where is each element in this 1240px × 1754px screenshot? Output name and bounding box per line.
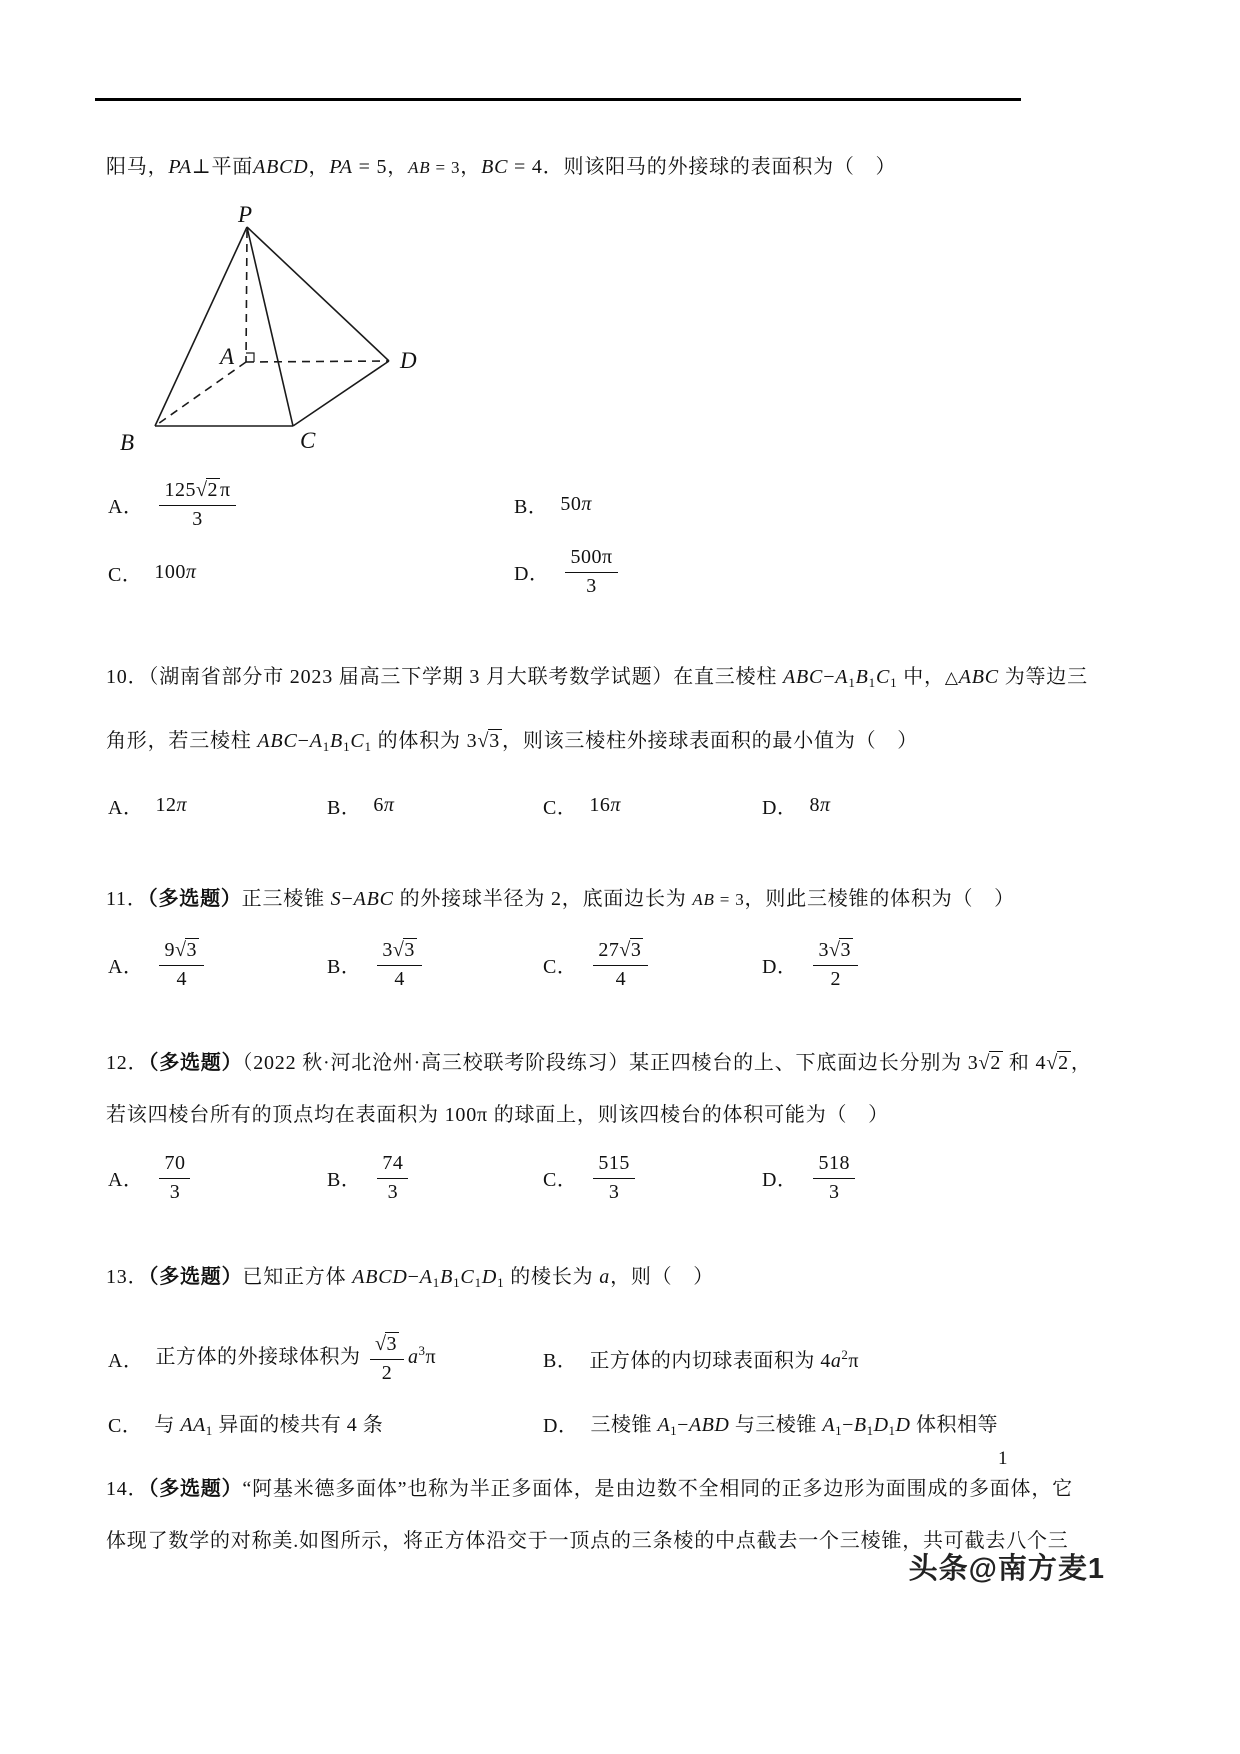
vertex-label-D: D	[400, 348, 417, 373]
question-14-stem-line-1: 14．（多选题）“阿基米德多面体”也称为半正多面体，是由边数不全相同的正多边形为面围成的多面体，它	[106, 1478, 1073, 1500]
edge-PA-dashed	[246, 230, 247, 362]
question-13-option-a: A． 正方体的外接球体积为 $\frac{√3}{2}$ $a^3\pi$	[108, 1332, 437, 1384]
question-9-option-d: D． $\frac{500\pi}{3}$	[514, 538, 622, 604]
watermark: 头条@南方麦1	[908, 1553, 1105, 1585]
question-12-option-a: A． $\frac{70}{3}$	[108, 1146, 194, 1208]
question-13-option-d: D． 三棱锥 $A_1-ABD$ 与三棱锥 $A_1-B_1D_1D$ 体积相等	[543, 1413, 998, 1438]
question-9-option-c: C． 100π	[108, 560, 197, 586]
question-13-option-b: B． 正方体的内切球表面积为 $4a^2\pi$	[543, 1346, 859, 1372]
edge-PD	[247, 227, 389, 361]
question-9-option-a: A． $\frac{125√2 \pi}{3}$	[108, 470, 240, 538]
edge-AB-dashed	[155, 362, 246, 426]
question-14-stem-line-2: 体现了数学的对称美.如图所示，将正方体沿交于一顶点的三条棱的中点截去一个三棱锥，共可截去八个三	[106, 1530, 1069, 1552]
page-number: 1	[998, 1448, 1008, 1469]
edge-PC	[247, 227, 293, 426]
question-11-option-b: B． $\frac{3√3}{4}$	[327, 930, 426, 998]
question-11-option-d: D． $\frac{3√3}{2}$	[762, 930, 862, 998]
question-12-option-c: C． $\frac{515}{3}$	[543, 1146, 639, 1208]
question-13-option-c: C． 与 $AA_1$ 异面的棱共有 4 条	[108, 1413, 384, 1438]
edge-CD	[293, 361, 389, 426]
question-11-option-a: A． $\frac{9√3}{4}$	[108, 930, 208, 998]
question-11-option-c: C． $\frac{27√3}{4}$	[543, 930, 652, 998]
question-12-option-d: D． $\frac{518}{3}$	[762, 1146, 859, 1208]
question-11-stem: 11．（多选题）正三棱锥 S−ABC 的外接球半径为 2，底面边长为 AB = 3，则此三棱锥的体积为（ ）	[106, 888, 1015, 910]
question-12-option-b: B． $\frac{74}{3}$	[327, 1146, 412, 1208]
question-10-option-d: D． 8π	[762, 793, 831, 819]
pyramid-figure	[100, 192, 445, 467]
edge-PB	[155, 227, 247, 426]
vertex-label-C: C	[300, 428, 316, 453]
vertex-label-B: B	[120, 430, 135, 455]
right-angle-mark	[246, 353, 254, 362]
question-13-stem: 13．（多选题）已知正方体 $ABCD-A_1B_1C_1D_1$ 的棱长为 a，则（ ）	[106, 1266, 715, 1290]
question-12-stem-line-1: 12．（多选题）（2022 秋·河北沧州·高三校联考阶段练习）某正四棱台的上、下底面边长分别为 3√2 和 4√2 ，	[106, 1052, 1092, 1074]
question-10-option-a: A． 12π	[108, 793, 187, 819]
vertex-label-P: P	[238, 202, 253, 227]
vertex-label-A: A	[219, 344, 234, 369]
question-9-stem: 阳马，PA⊥平面ABCD，PA = 5，AB = 3，BC = 4．则该阳马的外接球的表面积为（ ）	[106, 156, 897, 178]
header-rule	[95, 98, 1021, 101]
question-10-stem-line-2: 角形，若三棱柱 $ABC-A_1B_1C_1$ 的体积为 3√3 ，则该三棱柱外接球表面积的最小值为（ ）	[106, 730, 919, 754]
question-10-option-c: C． 16π	[543, 793, 621, 819]
question-9-option-b: B． 50π	[514, 492, 592, 518]
edge-AD-dashed	[246, 361, 389, 362]
question-10-option-b: B． 6π	[327, 793, 395, 819]
question-12-stem-line-2: 若该四棱台所有的顶点均在表面积为 100π 的球面上，则该四棱台的体积可能为（ ）	[106, 1104, 889, 1126]
question-10-stem-line-1: 10．（湖南省部分市 2023 届高三下学期 3 月大联考数学试题）在直三棱柱 $ABC-A_1B_1C_1$ 中，△ABC 为等边三	[106, 666, 1088, 690]
